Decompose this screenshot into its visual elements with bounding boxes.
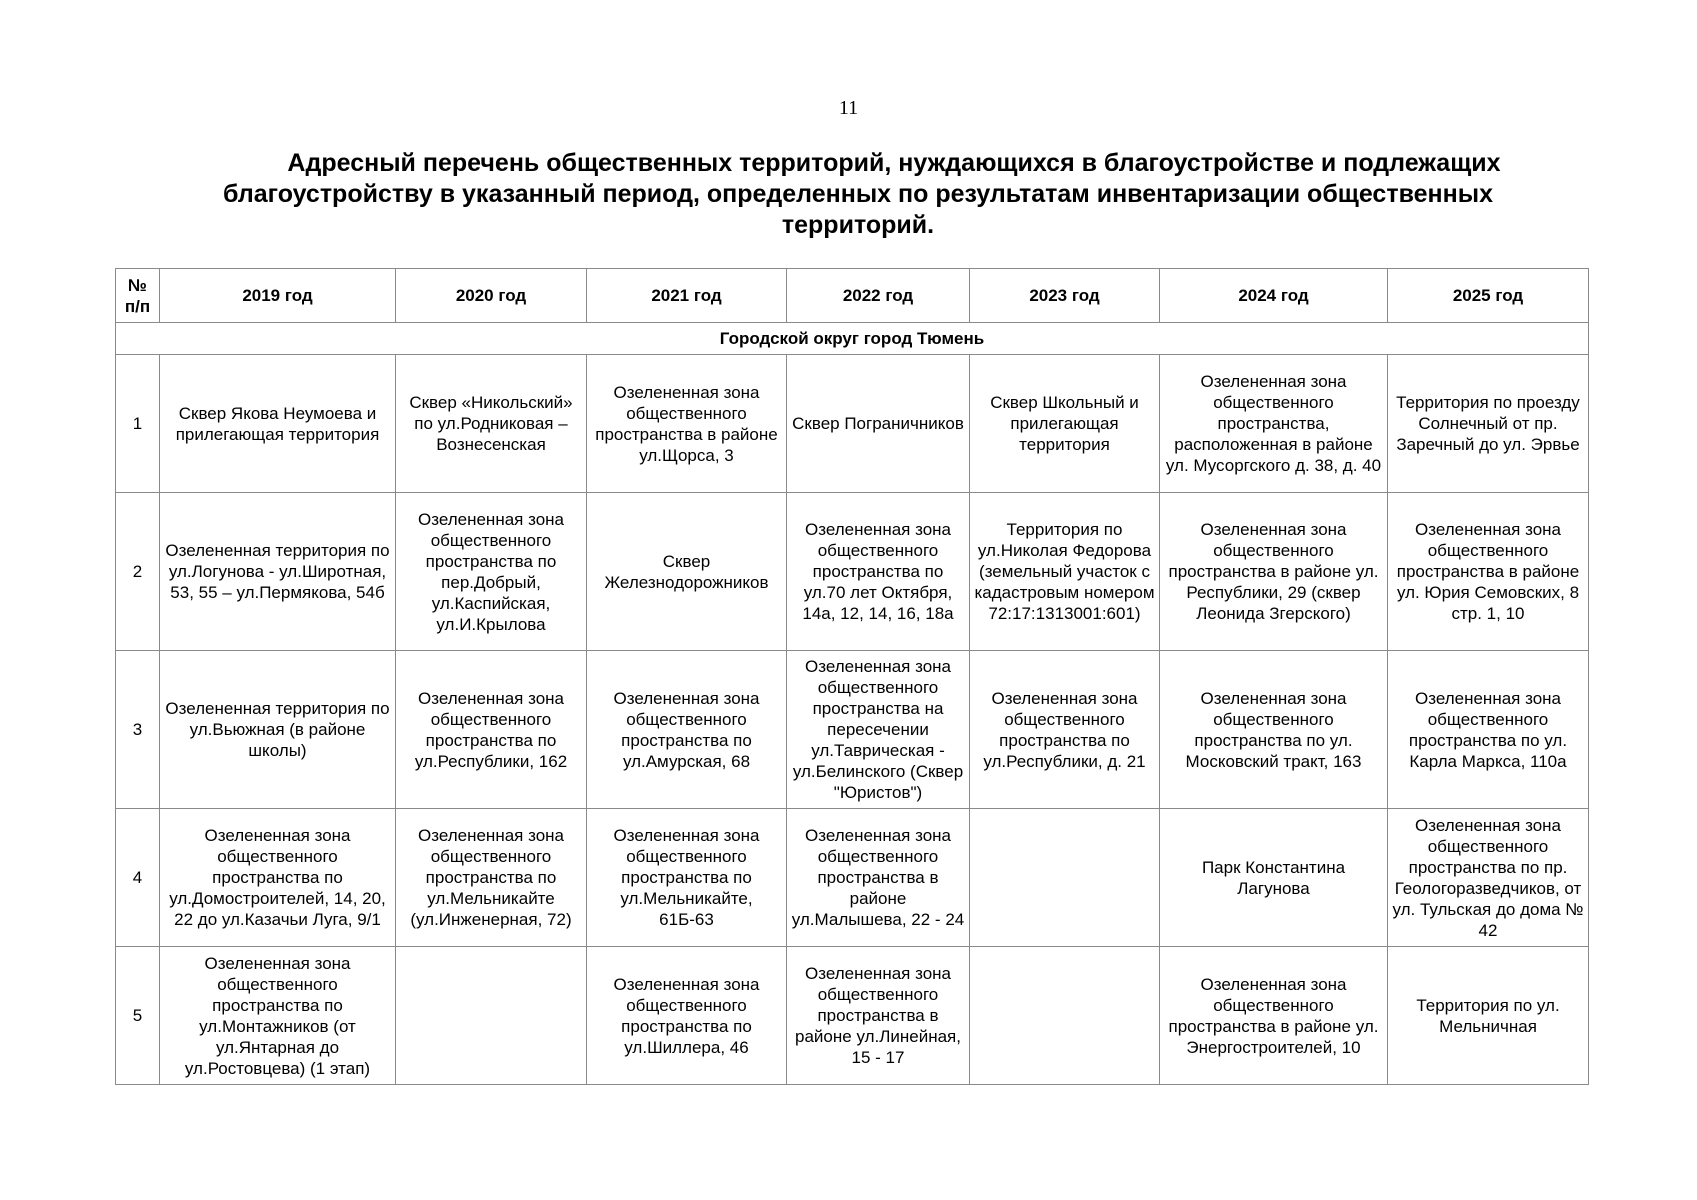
header-cell-2020: 2020 год xyxy=(396,269,587,323)
section-row xyxy=(116,323,1589,355)
table-cell: Озелененная зона общественного пространства по ул.Амурская, 68 xyxy=(587,651,787,809)
table-cell: Озелененная зона общественного пространства по ул.70 лет Октября, 14а, 12, 14, 16, 18а xyxy=(787,493,970,651)
table-cell: Озелененная зона общественного пространства по ул.Республики, д. 21 xyxy=(970,651,1160,809)
table-cell: Озелененная зона общественного пространства по ул.Домостроителей, 14, 20, 22 до ул.Казачьи Луга, 9/1 xyxy=(160,809,396,947)
table-cell xyxy=(970,947,1160,1085)
table-cell: Озелененная зона общественного пространства по ул. Московский тракт, 163 xyxy=(1160,651,1388,809)
table-cell: Озелененная зона общественного пространства по ул.Мельникайте, 61Б-63 xyxy=(587,809,787,947)
table-cell: Озелененная зона общественного пространства в районе ул. Республики, 29 (сквер Леонида Згерского) xyxy=(1160,493,1388,651)
row-number-cell: 2 xyxy=(116,493,160,651)
table-cell: Территория по проезду Солнечный от пр. Заречный до ул. Эрвье xyxy=(1388,355,1589,493)
row-number-cell: 5 xyxy=(116,947,160,1085)
header-cell-2025: 2025 год xyxy=(1388,269,1589,323)
table-header-row xyxy=(116,269,1589,323)
row-number-cell: 4 xyxy=(116,809,160,947)
table-cell: Озелененная зона общественного пространства по ул.Мельникайте (ул.Инженерная, 72) xyxy=(396,809,587,947)
table-cell: Озелененная зона общественного пространства на пересечении ул.Таврическая - ул.Белинского (Сквер "Юристов") xyxy=(787,651,970,809)
table-cell: Озелененная зона общественного пространства по пр. Геологоразведчиков, от ул. Тульская до дома № 42 xyxy=(1388,809,1589,947)
table-cell: Сквер «Никольский» по ул.Родниковая – Вознесенская xyxy=(396,355,587,493)
table-cell: Парк Константина Лагунова xyxy=(1160,809,1388,947)
header-cell-2019: 2019 год xyxy=(160,269,396,323)
table-cell: Озелененная территория по ул.Логунова - ул.Широтная, 53, 55 – ул.Пермякова, 54б xyxy=(160,493,396,651)
table-cell: Территория по ул.Николая Федорова (земельный участок с кадастровым номером 72:17:1313001:601) xyxy=(970,493,1160,651)
table-cell: Озелененная зона общественного пространства в районе ул.Линейная, 15 - 17 xyxy=(787,947,970,1085)
table-cell: Сквер Пограничников xyxy=(787,355,970,493)
table-row xyxy=(116,947,1589,1085)
page-number: 11 xyxy=(838,97,859,119)
table-cell: Озелененная зона общественного пространства по ул.Шиллера, 46 xyxy=(587,947,787,1085)
table-cell: Сквер Якова Неумоева и прилегающая территория xyxy=(160,355,396,493)
table-cell: Сквер Железнодорожников xyxy=(587,493,787,651)
table-row xyxy=(116,355,1589,493)
table-cell: Сквер Школьный и прилегающая территория xyxy=(970,355,1160,493)
table-row xyxy=(116,651,1589,809)
row-number-cell: 3 xyxy=(116,651,160,809)
table-row xyxy=(116,493,1589,651)
table-cell: Озелененная зона общественного пространства в районе ул. Юрия Семовских, 8 стр. 1, 10 xyxy=(1388,493,1589,651)
table-cell: Озелененная территория по ул.Вьюжная (в районе школы) xyxy=(160,651,396,809)
table-cell: Озелененная зона общественного пространства в районе ул.Малышева, 22 - 24 xyxy=(787,809,970,947)
row-number-cell: 1 xyxy=(116,355,160,493)
table-cell: Озелененная зона общественного пространства в районе ул. Энергостроителей, 10 xyxy=(1160,947,1388,1085)
document-title: Адресный перечень общественных территорий, нуждающихся в благоустройстве и подлежащих благоустройству в указанный период, определенных по результатам инвентаризации общественных территорий. xyxy=(223,149,1501,239)
header-cell-2023: 2023 год xyxy=(970,269,1160,323)
table-cell: Озелененная зона общественного пространства в районе ул.Щорса, 3 xyxy=(587,355,787,493)
table-cell: Озелененная зона общественного пространства по ул.Монтажников (от ул.Янтарная до ул.Ростовцева) (1 этап) xyxy=(160,947,396,1085)
table-cell xyxy=(396,947,587,1085)
table-row xyxy=(116,809,1589,947)
table-cell: Озелененная зона общественного пространства по пер.Добрый, ул.Каспийская, ул.И.Крылова xyxy=(396,493,587,651)
header-cell-2021: 2021 год xyxy=(587,269,787,323)
section-title: Городской округ город Тюмень xyxy=(116,323,1589,355)
header-cell-number: № п/п xyxy=(116,269,160,323)
table-cell: Озелененная зона общественного пространства по ул.Республики, 162 xyxy=(396,651,587,809)
table-cell xyxy=(970,809,1160,947)
table-cell: Территория по ул. Мельничная xyxy=(1388,947,1589,1085)
territories-table xyxy=(115,268,1589,1085)
header-cell-2024: 2024 год xyxy=(1160,269,1388,323)
table-cell: Озелененная зона общественного пространства по ул. Карла Маркса, 110а xyxy=(1388,651,1589,809)
table-cell: Озелененная зона общественного пространства, расположенная в районе ул. Мусоргского д. 38, д. 40 xyxy=(1160,355,1388,493)
header-cell-2022: 2022 год xyxy=(787,269,970,323)
